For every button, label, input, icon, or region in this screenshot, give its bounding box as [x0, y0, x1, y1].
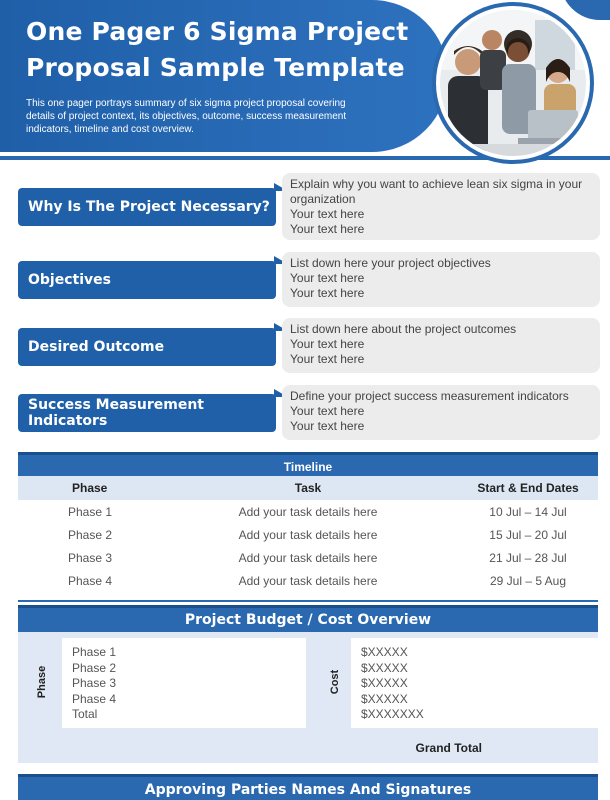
table-row: [18, 569, 598, 592]
cell-dates: 10 Jul – 14 Jul: [489, 504, 567, 519]
timeline-header-row: [18, 476, 598, 500]
budget-cost-item: $XXXXX: [361, 676, 408, 690]
section-line: Define your project success measurement indicators: [290, 389, 569, 403]
section-line: Your text here: [290, 271, 365, 285]
cell-phase: Phase 1: [68, 504, 113, 519]
budget-phase-item: Phase 2: [72, 660, 117, 675]
section-line: Your text here: [290, 222, 365, 236]
budget-phase-item: Phase 3: [72, 676, 117, 690]
table-row: [18, 523, 598, 546]
table-row: [18, 546, 598, 569]
cell-task: Add your task details here: [238, 550, 378, 565]
budget-phase-label: Phase: [36, 665, 49, 699]
column-header-task: Task: [294, 481, 322, 495]
budget-cost-item: $XXXXX: [361, 660, 408, 675]
column-header-phase: Phase: [72, 481, 108, 495]
column-header-dates: Start & End Dates: [477, 481, 579, 495]
corner-decoration: [560, 0, 610, 20]
section-line: Your text here: [290, 337, 365, 351]
budget-cost-item: $XXXXX: [361, 691, 408, 706]
page-description: This one pager portrays summary of six sigma project proposal covering details of project context, its objectives, outcome, success measurement indicators, timeline and cost overview.: [26, 98, 347, 135]
section-line: Your text here: [290, 352, 365, 366]
budget-cost-item: $XXXXX: [361, 645, 408, 659]
budget-title: Project Budget / Cost Overview: [18, 608, 598, 632]
section-label-indicators: Success Measurement Indicators: [18, 394, 276, 432]
cell-phase: Phase 3: [68, 550, 113, 565]
section-line: Your text here: [290, 404, 365, 418]
timeline-title: Timeline: [18, 452, 598, 476]
section-line: Your text here: [290, 286, 365, 300]
page-title: One Pager 6 Sigma Project Proposal Sample Template: [26, 17, 409, 82]
cell-dates: 29 Jul – 5 Aug: [489, 573, 567, 588]
cell-phase: Phase 2: [68, 527, 113, 542]
budget-phase-list: [62, 638, 306, 728]
section-line: Your text here: [290, 207, 365, 221]
team-photo-icon: [440, 10, 586, 156]
section-label-outcome: Desired Outcome: [18, 328, 276, 366]
budget-cost-list: [351, 638, 598, 728]
budget-phase-item: Phase 1: [72, 645, 117, 659]
cell-task: Add your task details here: [238, 527, 378, 542]
section-box-outcome: [282, 318, 600, 373]
table-row: [18, 500, 598, 523]
grand-total-label: Grand Total: [415, 741, 482, 755]
section-label-necessary: Why Is The Project Necessary?: [18, 188, 276, 226]
approving-title: Approving Parties Names And Signatures: [18, 774, 598, 800]
cell-dates: 21 Jul – 28 Jul: [489, 550, 567, 565]
timeline-bottom-rule: [18, 600, 598, 602]
cell-phase: Phase 4: [68, 573, 113, 588]
timeline-table: [18, 452, 598, 602]
cell-task: Add your task details here: [238, 504, 378, 519]
cell-task: Add your task details here: [238, 573, 378, 588]
budget-phase-item: Total: [72, 707, 98, 721]
section-box-indicators: [282, 385, 600, 440]
budget-cost-label: Cost: [329, 669, 342, 695]
budget-phase-item: Phase 4: [72, 691, 117, 706]
budget-cost-item: $XXXXXXX: [361, 707, 424, 721]
budget-section: [18, 605, 598, 763]
cell-dates: 15 Jul – 20 Jul: [489, 527, 567, 542]
section-box-necessary: [282, 173, 600, 240]
section-label-objectives: Objectives: [18, 261, 276, 299]
section-line: Your text here: [290, 419, 365, 433]
section-line: Explain why you want to achieve lean six sigma in your organization: [290, 177, 583, 206]
section-line: List down here your project objectives: [290, 256, 491, 270]
section-line: List down here about the project outcomes: [290, 322, 517, 336]
section-box-objectives: [282, 252, 600, 307]
